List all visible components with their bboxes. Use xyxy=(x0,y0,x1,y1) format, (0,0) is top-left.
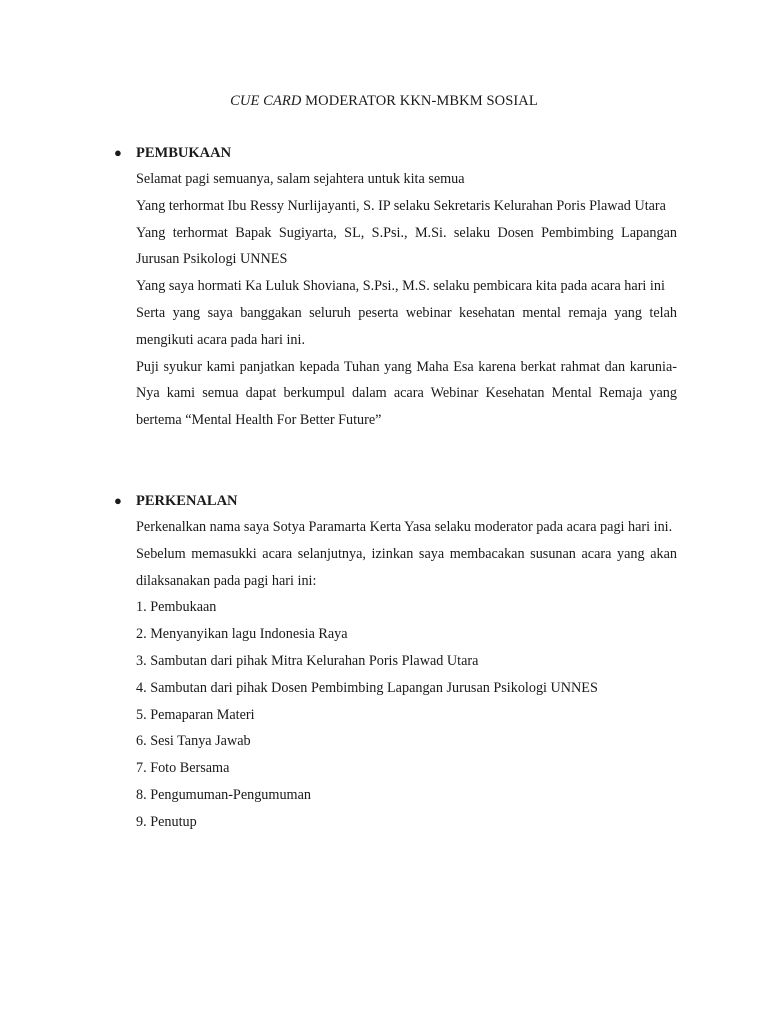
list-item: 5. Pemaparan Materi xyxy=(136,706,255,723)
list-item: 3. Sambutan dari pihak Mitra Kelurahan Poris Plawad Utara xyxy=(136,652,479,669)
paragraph-greeting: Selamat pagi semuanya, salam sejahtera untuk kita semua xyxy=(136,171,465,187)
list-item: 7. Foto Bersama xyxy=(136,760,230,777)
list-item: 4. Sambutan dari pihak Dosen Pembimbing Lapangan Jurusan Psikologi UNNES xyxy=(136,679,598,696)
paragraph-honoree-3: Yang saya hormati Ka Luluk Shoviana, S.Psi., M.S. selaku pembicara kita pada acara hari ini xyxy=(136,278,665,295)
paragraph-introduction: Perkenalkan nama saya Sotya Paramarta Kerta Yasa selaku moderator pada acara pagi hari ini. xyxy=(136,519,673,535)
heading-text: PEMBUKAAN xyxy=(136,145,232,161)
heading-text: PERKENALAN xyxy=(136,493,238,509)
list-item: 2. Menyanyikan lagu Indonesia Raya xyxy=(136,626,348,643)
paragraph-agenda-intro: Sebelum memasukki acara selanjutnya, izinkan saya membacakan susunan acara yang akan dilaksanakan pada pagi hari ini: xyxy=(136,545,677,589)
paragraph-honoree-1: Yang terhormat Ibu Ressy Nurlijayanti, S. IP selaku Sekretaris Kelurahan Poris Plawad Utara xyxy=(136,197,666,214)
list-item: 1. Pembukaan xyxy=(136,599,217,616)
bullet-icon: ● xyxy=(114,145,122,160)
paragraph-honoree-2: Yang terhormat Bapak Sugiyarta, SL, S.Psi., M.Si. selaku Dosen Pembimbing Lapangan Jurusan Psikologi UNNES xyxy=(136,224,677,268)
bullet-icon: ● xyxy=(114,493,122,508)
section-perkenalan xyxy=(114,488,677,836)
document-title xyxy=(0,93,768,110)
title-italic-part: CUE CARD xyxy=(230,93,302,109)
section-heading xyxy=(114,488,677,514)
list-item: 8. Pengumuman-Pengumuman xyxy=(136,786,311,803)
list-item: 6. Sesi Tanya Jawab xyxy=(136,733,251,750)
list-item: 9. Penutup xyxy=(136,813,197,830)
paragraph-gratitude: Puji syukur kami panjatkan kepada Tuhan yang Maha Esa karena berkat rahmat dan karunia-Nya kami semua dapat berkumpul dalam acara Webinar Kesehatan Mental Remaja yang bertema “Mental Health For Better Future” xyxy=(136,358,677,429)
title-rest-part: MODERATOR KKN-MBKM SOSIAL xyxy=(301,93,538,109)
paragraph-participants: Serta yang saya banggakan seluruh peserta webinar kesehatan mental remaja yang telah mengikuti acara pada hari ini. xyxy=(136,304,677,348)
section-heading xyxy=(114,140,677,166)
section-pembukaan xyxy=(114,140,677,434)
